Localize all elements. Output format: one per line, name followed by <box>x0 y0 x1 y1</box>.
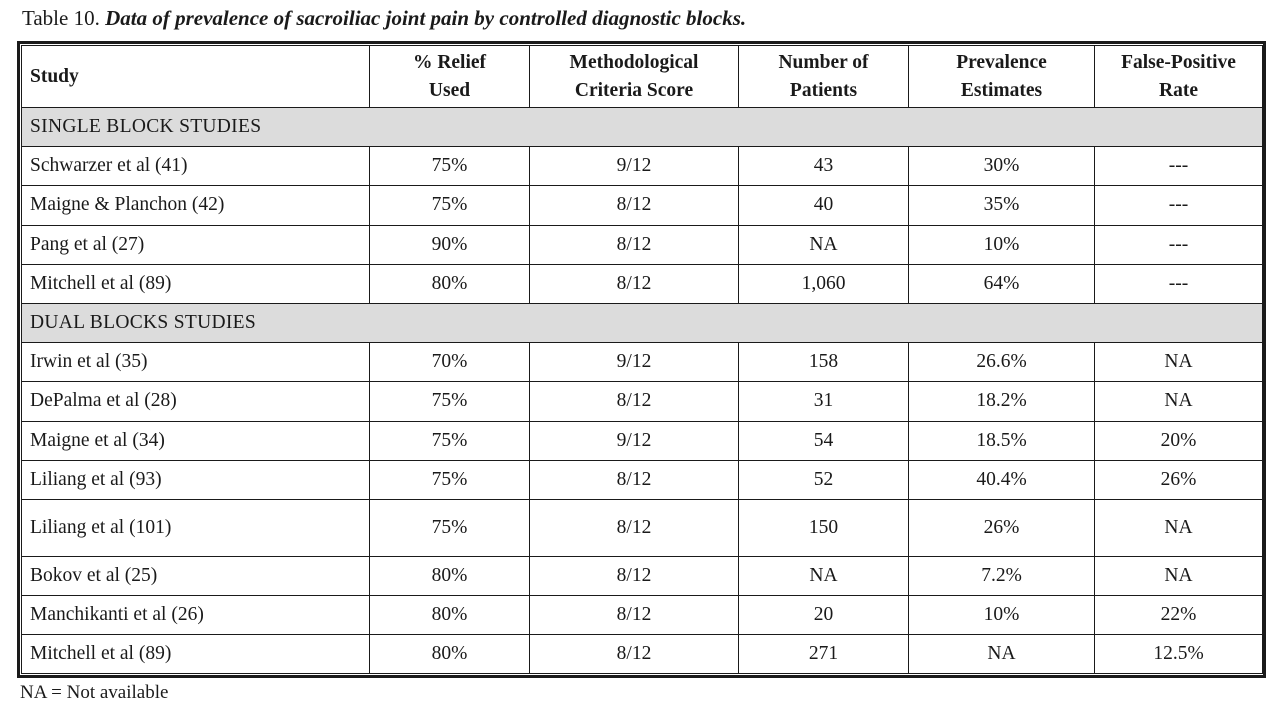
table-row <box>22 147 1263 186</box>
header-prevalence <box>909 46 1095 108</box>
cell-criteria: 9/12 <box>530 147 739 186</box>
cell-prevalence: 10% <box>909 596 1095 635</box>
table-row <box>22 421 1263 460</box>
cell-patients: 31 <box>739 382 909 421</box>
cell-false-positive: --- <box>1095 186 1263 225</box>
cell-prevalence: 18.5% <box>909 421 1095 460</box>
cell-prevalence: 64% <box>909 264 1095 303</box>
cell-relief: 90% <box>370 225 530 264</box>
cell-patients: 150 <box>739 499 909 556</box>
header-prevalence-line2: Estimates <box>960 79 1043 101</box>
cell-false-positive: 20% <box>1095 421 1263 460</box>
cell-prevalence: 18.2% <box>909 382 1095 421</box>
cell-false-positive: NA <box>1095 382 1263 421</box>
cell-criteria: 8/12 <box>530 499 739 556</box>
table-row <box>22 635 1263 674</box>
cell-false-positive: NA <box>1095 499 1263 556</box>
cell-prevalence: 35% <box>909 186 1095 225</box>
cell-patients: 40 <box>739 186 909 225</box>
cell-patients: 54 <box>739 421 909 460</box>
cell-false-positive: NA <box>1095 556 1263 595</box>
header-false-positive-line1: False-Positive <box>1121 51 1236 73</box>
cell-relief: 75% <box>370 382 530 421</box>
cell-criteria: 8/12 <box>530 556 739 595</box>
header-relief-line2: Used <box>428 79 471 101</box>
cell-relief: 75% <box>370 147 530 186</box>
cell-study: Liliang et al (93) <box>22 460 370 499</box>
header-patients <box>739 46 909 108</box>
cell-prevalence: NA <box>909 635 1095 674</box>
cell-study: Mitchell et al (89) <box>22 635 370 674</box>
header-patients-line2: Patients <box>789 79 858 101</box>
cell-patients: 52 <box>739 460 909 499</box>
cell-relief: 80% <box>370 264 530 303</box>
cell-relief: 80% <box>370 556 530 595</box>
header-criteria <box>530 46 739 108</box>
header-relief <box>370 46 530 108</box>
header-study <box>22 46 370 108</box>
header-criteria-line1: Methodological <box>569 51 699 73</box>
cell-patients: 20 <box>739 596 909 635</box>
cell-study: Bokov et al (25) <box>22 556 370 595</box>
cell-relief: 75% <box>370 186 530 225</box>
cell-false-positive: 12.5% <box>1095 635 1263 674</box>
cell-relief: 75% <box>370 421 530 460</box>
header-criteria-line2: Criteria Score <box>574 79 694 101</box>
cell-study: DePalma et al (28) <box>22 382 370 421</box>
cell-false-positive: --- <box>1095 147 1263 186</box>
table-row <box>22 343 1263 382</box>
section-title: DUAL BLOCKS STUDIES <box>22 303 1263 342</box>
cell-criteria: 8/12 <box>530 264 739 303</box>
cell-false-positive: --- <box>1095 225 1263 264</box>
cell-false-positive: --- <box>1095 264 1263 303</box>
table-row <box>22 382 1263 421</box>
table-row <box>22 499 1263 556</box>
section-row-single <box>22 108 1263 147</box>
caption-title: Data of prevalence of sacroiliac joint pain by controlled diagnostic blocks. <box>105 6 747 30</box>
cell-study: Schwarzer et al (41) <box>22 147 370 186</box>
header-study-text: Study <box>30 65 79 87</box>
cell-prevalence: 26% <box>909 499 1095 556</box>
table-row <box>22 556 1263 595</box>
header-row <box>22 46 1263 108</box>
cell-patients: 271 <box>739 635 909 674</box>
cell-criteria: 8/12 <box>530 225 739 264</box>
cell-prevalence: 7.2% <box>909 556 1095 595</box>
cell-false-positive: NA <box>1095 343 1263 382</box>
cell-study: Maigne et al (34) <box>22 421 370 460</box>
cell-study: Liliang et al (101) <box>22 499 370 556</box>
table-caption <box>22 5 746 31</box>
cell-patients: 158 <box>739 343 909 382</box>
cell-criteria: 8/12 <box>530 382 739 421</box>
cell-relief: 70% <box>370 343 530 382</box>
cell-patients: NA <box>739 556 909 595</box>
header-relief-line1: % Relief <box>412 51 487 73</box>
cell-false-positive: 26% <box>1095 460 1263 499</box>
prevalence-table <box>21 45 1263 674</box>
cell-criteria: 8/12 <box>530 596 739 635</box>
table-footnote: NA = Not available <box>20 682 169 703</box>
header-false-positive <box>1095 46 1263 108</box>
cell-false-positive: 22% <box>1095 596 1263 635</box>
cell-relief: 75% <box>370 499 530 556</box>
cell-study: Pang et al (27) <box>22 225 370 264</box>
cell-patients: 43 <box>739 147 909 186</box>
cell-relief: 80% <box>370 635 530 674</box>
table-row <box>22 460 1263 499</box>
cell-relief: 75% <box>370 460 530 499</box>
table-row <box>22 225 1263 264</box>
header-patients-line1: Number of <box>778 51 869 73</box>
section-row-dual <box>22 303 1263 342</box>
cell-patients: NA <box>739 225 909 264</box>
cell-relief: 80% <box>370 596 530 635</box>
table-row <box>22 186 1263 225</box>
cell-prevalence: 40.4% <box>909 460 1095 499</box>
header-false-positive-line2: Rate <box>1159 79 1198 101</box>
cell-prevalence: 30% <box>909 147 1095 186</box>
cell-patients: 1,060 <box>739 264 909 303</box>
table-row <box>22 264 1263 303</box>
caption-label: Table 10. <box>22 6 100 30</box>
cell-criteria: 8/12 <box>530 635 739 674</box>
table-row <box>22 596 1263 635</box>
section-title: SINGLE BLOCK STUDIES <box>22 108 1263 147</box>
cell-criteria: 9/12 <box>530 421 739 460</box>
cell-study: Mitchell et al (89) <box>22 264 370 303</box>
cell-prevalence: 26.6% <box>909 343 1095 382</box>
cell-criteria: 8/12 <box>530 460 739 499</box>
cell-criteria: 9/12 <box>530 343 739 382</box>
header-prevalence-line1: Prevalence <box>956 51 1047 73</box>
cell-study: Irwin et al (35) <box>22 343 370 382</box>
cell-study: Maigne & Planchon (42) <box>22 186 370 225</box>
cell-prevalence: 10% <box>909 225 1095 264</box>
table-frame <box>17 41 1266 678</box>
cell-criteria: 8/12 <box>530 186 739 225</box>
cell-study: Manchikanti et al (26) <box>22 596 370 635</box>
